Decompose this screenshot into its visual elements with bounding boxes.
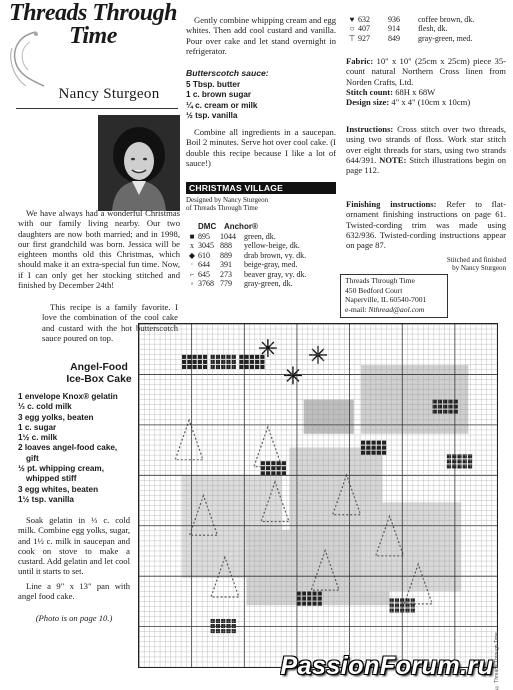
stitched-by [346, 256, 506, 273]
designed-line1: Designed by Nancy Sturgeon [186, 196, 269, 204]
chart-stitch [277, 471, 281, 475]
floss-key-row [346, 24, 506, 33]
chart-stitch [318, 597, 322, 601]
floss-key-anchor: 1044 [220, 232, 236, 241]
chart-stitch [261, 461, 265, 465]
chart-stitch [468, 459, 472, 463]
chart-stitch [239, 355, 243, 359]
chart-stitch [198, 355, 202, 359]
chart-stitch [433, 399, 437, 403]
ingredient-item: 1½ c. milk [18, 433, 58, 443]
chart-stitch [203, 360, 207, 364]
chart-stitch [198, 360, 202, 364]
chart-stitch [302, 592, 306, 596]
sauce-ingredient-item: ½ tsp. vanilla [186, 110, 238, 120]
instructions-label: Instructions: [346, 124, 394, 134]
floss-key-anchor: 391 [220, 260, 232, 270]
key-header-dmc: DMC [198, 222, 217, 231]
header-divider [16, 108, 178, 109]
chart-stitch [250, 360, 254, 364]
chart-stitch [443, 399, 447, 403]
chart-stitch [312, 597, 316, 601]
address-box [340, 274, 448, 318]
recipe-method-paragraph: Soak gelatin in ⅓ c. cold milk. Combine egg yolks, sugar, and 1½ c. milk in saucepan and cook on stove to make a custard. Add gelatin and let cool until it starts to set. [18, 515, 130, 577]
chart-stitch [266, 471, 270, 475]
sauce-title: Butterscotch sauce: [186, 68, 269, 78]
stitch-count-text: 68H x 68W [395, 86, 436, 97]
chart-stitch [468, 464, 472, 468]
chart-stitch [377, 441, 381, 445]
floss-key-anchor: 888 [220, 241, 232, 251]
email-prefix: e-mail: [345, 304, 369, 314]
floss-key-dmc: 645 [198, 269, 210, 279]
ingredient-item: 1 c. sugar [18, 422, 57, 432]
floss-key-dmc: 3045 [198, 241, 214, 251]
chart-stitch [239, 365, 243, 369]
recipe-title-line1: Angel-Food [70, 362, 128, 373]
key-header [198, 222, 338, 231]
chart-stitch [255, 365, 259, 369]
chart-stitch [261, 466, 265, 470]
floss-key-dmc: 3768 [198, 279, 214, 289]
decorative-swirl-icon [6, 28, 48, 90]
ingredient-item: gift [26, 453, 39, 463]
chart-stitch [312, 602, 316, 606]
floss-key-sym: ○ [349, 24, 355, 34]
chart-stitch [250, 355, 254, 359]
author-photo [98, 115, 180, 211]
floss-key-sym: x [190, 241, 194, 251]
floss-key-dmc: 610 [198, 250, 210, 260]
stitched-line1: Stitched and finished [446, 256, 506, 264]
section-title-bar: CHRISTMAS VILLAGE [186, 182, 336, 194]
chart-stitch [266, 461, 270, 465]
chart-stitch [448, 399, 452, 403]
instructions-text: Cross stitch over two threads, using two strands of floss. Work star stitch over eight threads for stars, using two strands 644/391. [346, 124, 507, 165]
designed-line2: of Threads Through Time [186, 204, 258, 213]
chart-stitch [448, 405, 452, 409]
ingredient-item: 2 loaves angel-food cake, [18, 443, 118, 453]
chart-stitch [371, 451, 375, 455]
floss-key-anchor: 849 [388, 33, 400, 43]
chart-stitch [187, 360, 191, 364]
chart-stitch [271, 466, 275, 470]
chart-stitch [277, 466, 281, 470]
chart-stitch [361, 441, 365, 445]
chart-stitch [438, 405, 442, 409]
floss-key-row [186, 270, 336, 279]
chart-stitch [307, 592, 311, 596]
chart-stitch [182, 360, 186, 364]
chart-stitch [198, 365, 202, 369]
chart-stitch [457, 464, 461, 468]
chart-stitch [382, 451, 386, 455]
chart-stitch [447, 454, 451, 458]
chart-stitch [454, 405, 458, 409]
finishing-text: Refer to flat-ornament finishing instructions on page 61. Twisted-cording trim was made using 632/936. Twisted-cording instructions appear on page 87. [346, 199, 506, 251]
floss-key-dmc: 632 [358, 15, 370, 24]
sauce-method: Combine all ingredients in a saucepan. Boil 2 minutes. Serve hot over cool cake. (I double this recipe because I like a lot of sauce!) [186, 127, 336, 168]
photo-note: (Photo is on page 10.) [35, 613, 113, 623]
chart-stitch [302, 602, 306, 606]
stitch-count-label: Stitch count: [346, 86, 394, 97]
chart-stitch [447, 459, 451, 463]
chart-stitch [438, 399, 442, 403]
stitched-line2: by Nancy Sturgeon [452, 264, 506, 273]
design-size-label: Design size: [346, 97, 390, 108]
chart-stitch [302, 597, 306, 601]
chart-stitch [192, 360, 196, 364]
chart-stitch [250, 365, 254, 369]
address-street: 450 Bedford Court [345, 285, 403, 295]
floss-key-sym: ◆ [188, 250, 196, 260]
note-text: Stitch illustrations begin on page 112. [346, 154, 506, 176]
floss-key-sym: · [190, 260, 194, 270]
chart-stitch [366, 446, 370, 450]
floss-key-name: drab brown, vy. dk. [244, 250, 307, 260]
floss-key-name: beige-gray, med. [244, 260, 298, 270]
floss-key-anchor: 889 [220, 250, 232, 260]
sauce-ingredient-list [186, 80, 336, 121]
chart-stitch [245, 365, 249, 369]
floss-key-table [186, 232, 336, 288]
chart-stitch [271, 461, 275, 465]
floss-key-row [186, 241, 336, 250]
recipe-intro-paragraph: This recipe is a family favorite. I love the combination of the cool cake and custard with the hot butterscotch sauce poured on top. [42, 302, 178, 343]
fabric-text: 10" x 10" (25cm x 25cm) piece 35-count natural Northern Cross linen from Norden Crafts, Ltd. [346, 56, 506, 87]
fabric-label: Fabric: [346, 56, 374, 66]
ingredient-item: ⅓ c. cold milk [18, 402, 72, 412]
floss-key-row [186, 279, 336, 288]
floss-key-table-continued [346, 15, 506, 43]
chart-stitch [271, 471, 275, 475]
ingredient-item: 3 egg yolks, beaten [18, 412, 94, 422]
floss-key-sym: ♥ [349, 15, 355, 24]
chart-stitch [318, 592, 322, 596]
chart-stitch [452, 464, 456, 468]
chart-stitch [312, 592, 316, 596]
chart-stitch [182, 365, 186, 369]
chart-stitch [443, 410, 447, 414]
floss-key-anchor: 936 [388, 15, 400, 24]
chart-stitch [361, 451, 365, 455]
floss-key-sym: ⊤ [348, 33, 356, 43]
sauce-ingredient-item: 5 Tbsp. butter [186, 80, 241, 89]
chart-stitch [245, 355, 249, 359]
chart-stitch [282, 471, 286, 475]
cross-stitch-chart [138, 323, 498, 668]
chart-stitch [255, 355, 259, 359]
floss-key-dmc: 895 [198, 232, 210, 241]
floss-key-anchor: 779 [220, 279, 232, 289]
floss-key-anchor: 914 [388, 24, 400, 34]
chart-stitch [433, 410, 437, 414]
chart-stitch [433, 405, 437, 409]
chart-stitch [192, 355, 196, 359]
finishing-label: Finishing instructions: [346, 199, 437, 209]
chart-stitch [361, 446, 365, 450]
floss-key-row [346, 34, 506, 43]
chart-stitch [318, 602, 322, 606]
chart-stitch [277, 461, 281, 465]
chart-stitch [266, 466, 270, 470]
recipe-method-continued: Gently combine whipping cream and egg whites. Then add cool custard and vanilla. Pour over cake and let stand overnight in refrigerator. [186, 15, 336, 56]
intro-text: We have always had a wonderful Christmas with our family living nearby. Our two daughters are now both married; and in 1998, our first grandchild was born. Jessica will be eighteen months old this Christmas, which should make it an extra-special fun time. Now, if I can only get her stocking stitched and finished by December 24th! [18, 208, 180, 291]
chart-stitch [457, 454, 461, 458]
ingredient-item: whipped stiff [26, 474, 77, 484]
chart-stitch [371, 441, 375, 445]
chart-stitch [377, 451, 381, 455]
floss-key-sym: ⌐ [189, 269, 195, 279]
chart-stitch [371, 446, 375, 450]
chart-stitch [239, 360, 243, 364]
chart-stitch [382, 446, 386, 450]
chart-star-stitch [284, 367, 302, 385]
chart-stitch [192, 365, 196, 369]
note-label: NOTE: [379, 154, 407, 165]
fabric-info [346, 56, 506, 107]
floss-key-name: beaver gray, vy. dk. [244, 269, 307, 279]
chart-stitch [452, 459, 456, 463]
floss-key-name: gray-green, dk. [244, 279, 293, 289]
chart-stitch [203, 355, 207, 359]
design-size-text: 4" x 4" (10cm x 10cm) [391, 97, 471, 108]
chart-stitch [282, 461, 286, 465]
chart-stitch [255, 360, 259, 364]
chart-stitch [443, 405, 447, 409]
chart-stitch [463, 454, 467, 458]
intro-paragraph [18, 208, 180, 290]
floss-key-anchor: 273 [220, 269, 232, 279]
chart-stitch [382, 441, 386, 445]
recipe-title-line2: Ice-Box Cake [66, 374, 132, 385]
ingredient-item: 3 egg whites, beaten [18, 484, 99, 494]
recipe-pan-paragraph: Line a 9" x 13" pan with angel food cake. [18, 581, 130, 602]
chart-stitch [282, 466, 286, 470]
chart-stitch [245, 360, 249, 364]
floss-key-dmc: 407 [358, 24, 370, 34]
watermark: PassionForum.ru [280, 652, 494, 680]
designed-by [186, 196, 336, 213]
chart-copyright: © Threads Through Time [494, 632, 500, 690]
email-address: Nthread@aol.com [368, 304, 425, 314]
floss-key-name: coffee brown, dk. [418, 15, 475, 24]
chart-tree-motif [254, 427, 282, 467]
finishing-paragraph [346, 199, 506, 250]
chart-stitch [366, 451, 370, 455]
chart-stitch [454, 399, 458, 403]
floss-key-name: gray-green, med. [418, 33, 473, 43]
floss-key-row [346, 15, 506, 24]
ingredient-item: ½ pt. whipping cream, [18, 464, 104, 474]
chart-stitch [187, 355, 191, 359]
chart-stitch [463, 459, 467, 463]
chart-stitch [260, 365, 264, 369]
chart-stitch [454, 410, 458, 414]
chart-stitch [377, 446, 381, 450]
chart-stitch [457, 459, 461, 463]
floss-key-sym: ■ [189, 232, 195, 241]
page-title: Threads Through Time [9, 0, 177, 49]
chart-stitch [438, 410, 442, 414]
chart-stitch [260, 355, 264, 359]
floss-key-name: yellow-beige, dk. [244, 241, 300, 251]
ingredient-item: 1 envelope Knox® gelatin [18, 392, 118, 401]
chart-stitch [468, 454, 472, 458]
sauce-ingredient-item: 1 c. brown sugar [186, 90, 252, 100]
chart-stitch [187, 365, 191, 369]
key-header-anchor: Anchor® [223, 222, 258, 231]
chart-stitch [261, 471, 265, 475]
ingredient-item: 1½ tsp. vanilla [18, 494, 74, 504]
instructions-paragraph [346, 124, 506, 175]
chart-stitch [448, 410, 452, 414]
chart-stitch [463, 464, 467, 468]
author-name: Nancy Sturgeon [58, 86, 160, 102]
floss-key-row [186, 251, 336, 260]
floss-key-sym: ◦ [190, 279, 194, 289]
chart-stitch [307, 602, 311, 606]
floss-key-name: flesh, dk. [418, 24, 448, 34]
address-city: Naperville, IL 60540-7001 [345, 295, 427, 305]
chart-stitch [447, 464, 451, 468]
chart-stitch [366, 441, 370, 445]
chart-stitch [452, 454, 456, 458]
floss-key-dmc: 927 [358, 33, 370, 43]
floss-key-name: green, dk. [244, 232, 276, 241]
chart-stitch [307, 597, 311, 601]
floss-key-dmc: 644 [198, 260, 210, 270]
address-company: Threads Through Time [345, 276, 415, 285]
floss-key-row [186, 260, 336, 269]
floss-key-row [186, 232, 336, 241]
sauce-ingredient-item: ¼ c. cream or milk [186, 100, 258, 110]
chart-stitch [203, 365, 207, 369]
chart-stitch [260, 360, 264, 364]
chart-stitch [182, 355, 186, 359]
